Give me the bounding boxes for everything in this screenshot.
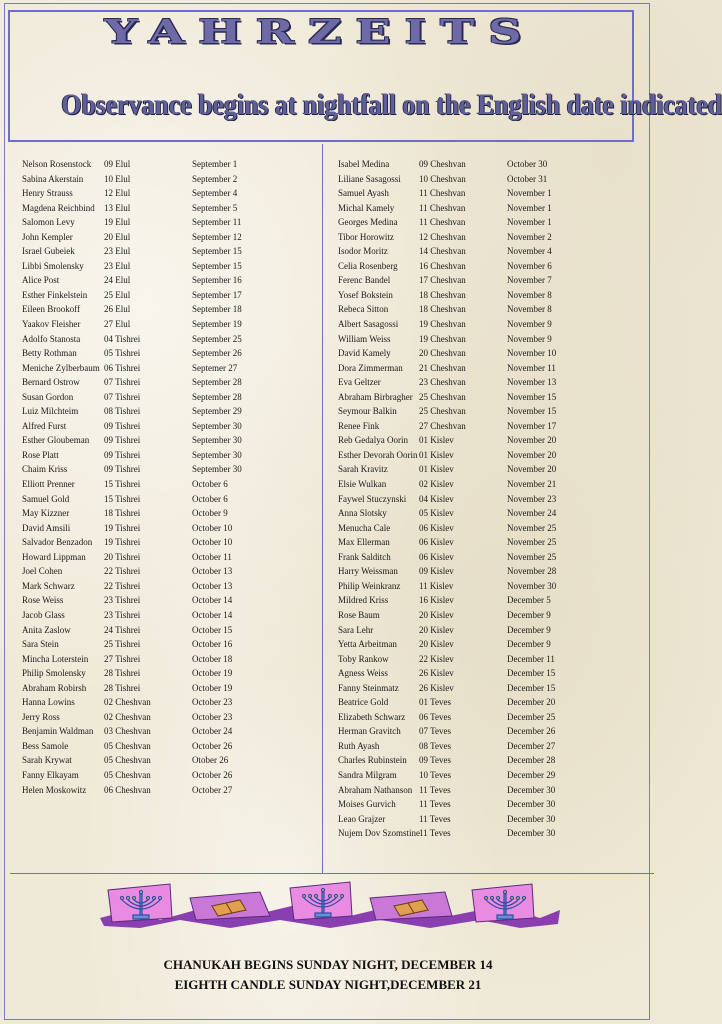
entry-english-date: November 9	[507, 319, 552, 330]
entry-hebrew-date: 01 Kislev	[419, 464, 454, 475]
entry-hebrew-date: 19 Tishrei	[104, 537, 141, 548]
entry-name: Nelson Rosenstock	[22, 159, 92, 169]
entry-name: Charles Rubinstein	[338, 755, 407, 766]
entry-english-date: September 30	[192, 420, 242, 431]
entry-hebrew-date: 18 Cheshvan	[419, 289, 466, 300]
entry-name: Toby Rankow	[338, 653, 389, 664]
entry-hebrew-date: 05 Kislev	[419, 508, 454, 519]
entry-name: Georges Medina	[338, 217, 398, 228]
entry-name: Ruth Ayash	[338, 740, 380, 751]
entry-name: William Weiss	[338, 333, 391, 344]
entry-name: Sara Stein	[22, 639, 59, 650]
entry-english-date: October 23	[192, 697, 233, 708]
entry-hebrew-date: 25 Cheshvan	[419, 406, 466, 417]
entry-english-date: November 9	[507, 333, 552, 344]
entry-name: Benjamin Waldman	[22, 726, 94, 737]
entry-hebrew-date: 20 Kislev	[419, 609, 454, 620]
entry-name: Sarah Kravitz	[338, 464, 388, 475]
entry-hebrew-date: 22 Kislev	[419, 653, 454, 664]
entry-english-date: December 28	[507, 755, 556, 766]
entry-name: Abraham Nathanson	[338, 784, 413, 795]
entry-name: Eileen Brookoff	[22, 304, 81, 315]
entry-english-date: October 18	[192, 653, 233, 664]
entry-english-date: November 28	[507, 566, 557, 577]
entry-hebrew-date: 11 Kislev	[419, 580, 454, 591]
entry-name: Sandra Milgram	[338, 769, 397, 780]
entry-hebrew-date: 02 Kislev	[419, 479, 454, 490]
entry-name: Elizabeth Schwarz	[338, 711, 406, 722]
entry-hebrew-date: 18 Cheshvan	[419, 304, 466, 315]
entry-english-date: December 5	[507, 595, 551, 606]
entry-name: Agness Weiss	[338, 668, 388, 679]
entry-english-date: November 24	[507, 508, 557, 519]
entry-name: Israel Gubeiek	[22, 246, 75, 257]
entry-name: Howard Lippman	[22, 551, 86, 562]
entry-hebrew-date: 09 Tishrei	[104, 449, 141, 460]
entry-hebrew-date: 05 Cheshvan	[104, 769, 151, 780]
entry-hebrew-date: 10 Cheshvan	[419, 173, 466, 184]
entry-hebrew-date: 18 Tishrei	[104, 508, 141, 519]
entry-hebrew-date: 26 Kislev	[419, 682, 454, 693]
entry-hebrew-date: 27 Cheshvan	[419, 420, 466, 431]
entry-name: David Kamely	[338, 348, 391, 359]
entry-english-date: December 30	[507, 813, 556, 824]
entry-hebrew-date: 14 Cheshvan	[419, 246, 466, 257]
entry-name: Fanny Steinmatz	[338, 682, 399, 693]
entry-name: Isabel Medina	[338, 159, 390, 169]
entry-english-date: October 19	[192, 668, 233, 679]
entry-hebrew-date: 27 Tishrei	[104, 653, 141, 664]
entry-english-date: October 30	[507, 159, 548, 169]
entry-hebrew-date: 23 Cheshvan	[419, 377, 466, 388]
entry-english-date: November 1	[507, 217, 552, 228]
entry-hebrew-date: 15 Tishrei	[104, 479, 141, 490]
entry-hebrew-date: 11 Cheshvan	[419, 202, 466, 213]
entry-english-date: November 20	[507, 464, 557, 475]
entry-english-date: October 19	[192, 682, 233, 693]
entry-hebrew-date: 05 Cheshvan	[104, 755, 151, 766]
entry-hebrew-date: 06 Kislev	[419, 537, 454, 548]
entry-english-date: September 29	[192, 406, 242, 417]
entry-name: Isodor Moritz	[338, 246, 388, 257]
entry-english-date: September 19	[192, 319, 242, 330]
entry-hebrew-date: 28 Tishrei	[104, 682, 141, 693]
entry-english-date: December 25	[507, 711, 556, 722]
entry-english-date: October 15	[192, 624, 233, 635]
entry-english-date: November 15	[507, 406, 557, 417]
entry-name: Chaim Kriss	[22, 464, 68, 475]
entry-hebrew-date: 16 Kislev	[419, 595, 454, 606]
entry-english-date: October 14	[192, 595, 233, 606]
entry-english-date: September 18	[192, 304, 242, 315]
entry-english-date: December 29	[507, 769, 556, 780]
entry-english-date: October 26	[192, 769, 233, 780]
entry-english-date: December 11	[507, 653, 555, 664]
entry-hebrew-date: 25 Elul	[104, 289, 131, 300]
entry-hebrew-date: 27 Elul	[104, 319, 131, 330]
entry-name: Salomon Levy	[22, 217, 75, 228]
entry-name: Betty Rothman	[22, 348, 77, 359]
entry-english-date: November 1	[507, 188, 552, 199]
entry-english-date: November 21	[507, 479, 557, 490]
entry-hebrew-date: 09 Kislev	[419, 566, 454, 577]
entry-hebrew-date: 11 Cheshvan	[419, 188, 466, 199]
entry-name: May Kizzner	[22, 508, 70, 519]
entry-english-date: December 9	[507, 639, 551, 650]
entry-english-date: November 20	[507, 435, 557, 446]
entry-hebrew-date: 04 Kislev	[419, 493, 454, 504]
entry-name: Esther Finkelstein	[22, 289, 88, 300]
entry-hebrew-date: 23 Tishrei	[104, 609, 141, 620]
entry-name: Beatrice Gold	[338, 697, 389, 708]
entry-english-date: November 30	[507, 580, 557, 591]
entry-english-date: September 2	[192, 173, 238, 184]
entry-hebrew-date: 15 Tishrei	[104, 493, 141, 504]
footer-divider	[10, 873, 654, 874]
entry-name: Ferenc Bandel	[338, 275, 391, 286]
entry-name: Jacob Glass	[22, 609, 65, 620]
entry-name: Nujem Dov Szomstine	[338, 828, 420, 839]
entry-hebrew-date: 02 Cheshvan	[104, 697, 151, 708]
entry-name: Meniche Zylberbaum	[22, 362, 100, 373]
entry-name: Susan Gordon	[22, 391, 74, 402]
entry-name: Elsie Wulkan	[338, 479, 387, 490]
entry-english-date: October 10	[192, 537, 233, 548]
entry-hebrew-date: 06 Cheshvan	[104, 784, 151, 795]
entry-english-date: September 28	[192, 377, 242, 388]
entry-name: Luiz Milchteim	[22, 406, 79, 417]
entry-name: Esther Devorah Oorin	[338, 449, 418, 460]
entry-name: Faywel Stuczynski	[338, 493, 407, 504]
entry-hebrew-date: 19 Tishrei	[104, 522, 141, 533]
entry-name: Sabina Akerstain	[22, 173, 84, 184]
entry-name: Sara Lehr	[338, 624, 374, 635]
entry-name: Fanny Elkayam	[22, 769, 79, 780]
entry-name: Abraham Birbragher	[338, 391, 413, 402]
entry-name: Rose Baum	[338, 609, 380, 620]
entry-hebrew-date: 12 Cheshvan	[419, 231, 466, 242]
entry-english-date: November 23	[507, 493, 557, 504]
entry-english-date: November 10	[507, 348, 557, 359]
entry-hebrew-date: 06 Kislev	[419, 551, 454, 562]
entry-name: Samuel Gold	[22, 493, 70, 504]
entry-name: Esther Gloubeman	[22, 435, 90, 446]
entry-english-date: November 7	[507, 275, 552, 286]
entry-english-date: September 26	[192, 348, 242, 359]
entry-english-date: November 15	[507, 391, 557, 402]
entry-english-date: September 16	[192, 275, 242, 286]
entry-name: Seymour Balkin	[338, 406, 397, 417]
entry-english-date: October 14	[192, 609, 233, 620]
entry-english-date: September 17	[192, 289, 242, 300]
entry-name: Yosef Bokstein	[338, 289, 393, 300]
entry-english-date: November 25	[507, 522, 557, 533]
entry-hebrew-date: 06 Kislev	[419, 522, 454, 533]
entry-english-date: September 30	[192, 449, 242, 460]
entry-english-date: September 28	[192, 391, 242, 402]
entry-english-date: October 13	[192, 566, 233, 577]
entry-name: Bernard Ostrow	[22, 377, 80, 388]
entry-name: Anna Slotsky	[338, 508, 387, 519]
entry-english-date: November 13	[507, 377, 557, 388]
entry-english-date: September 15	[192, 246, 242, 257]
entry-name: Anita Zaslow	[22, 624, 71, 635]
entry-name: Liliane Sasagossi	[338, 173, 401, 184]
entry-name: Leao Grajzer	[338, 813, 386, 824]
entry-hebrew-date: 07 Tishrei	[104, 391, 141, 402]
entry-hebrew-date: 11 Teves	[419, 828, 451, 839]
entry-english-date: October 24	[192, 726, 233, 737]
entry-english-date: September 5	[192, 202, 238, 213]
entry-name: Magdena Reichbind	[22, 202, 95, 213]
entry-english-date: November 17	[507, 420, 557, 431]
entry-english-date: October 10	[192, 522, 233, 533]
entry-english-date: September 25	[192, 333, 242, 344]
entry-hebrew-date: 11 Teves	[419, 813, 451, 824]
entry-english-date: December 26	[507, 726, 556, 737]
entry-name: Renee Fink	[338, 420, 380, 431]
entry-hebrew-date: 12 Elul	[104, 188, 131, 199]
entry-name: Celia Rosenberg	[338, 260, 398, 271]
entry-name: Abraham Robirsh	[22, 682, 87, 693]
entry-hebrew-date: 05 Tishrei	[104, 348, 141, 359]
entry-english-date: October 6	[192, 479, 228, 490]
entry-name: Elliott Prenner	[22, 479, 75, 490]
entry-english-date: October 11	[192, 551, 232, 562]
entry-name: Mildred Kriss	[338, 595, 389, 606]
entry-hebrew-date: 21 Cheshvan	[419, 362, 466, 373]
entry-name: Alice Post	[22, 275, 60, 286]
entry-english-date: December 15	[507, 668, 556, 679]
entry-hebrew-date: 05 Cheshvan	[104, 740, 151, 751]
entry-hebrew-date: 22 Tishrei	[104, 580, 141, 591]
entry-hebrew-date: 25 Cheshvan	[419, 391, 466, 402]
entry-name: Mincha Loterstein	[22, 653, 89, 664]
entry-name: Joel Cohen	[22, 566, 63, 577]
entry-hebrew-date: 09 Tishrei	[104, 464, 141, 475]
entry-hebrew-date: 06 Teves	[419, 711, 451, 722]
entry-english-date: September 1	[192, 159, 238, 169]
entry-english-date: November 2	[507, 231, 552, 242]
entry-name: Moises Gurvich	[338, 799, 396, 810]
entry-english-date: November 8	[507, 304, 552, 315]
entry-name: Sarah Krywat	[22, 755, 72, 766]
entry-hebrew-date: 11 Cheshvan	[419, 217, 466, 228]
column-divider	[322, 144, 323, 874]
entry-name: Menucha Cale	[338, 522, 391, 533]
entry-name: Philip Smolensky	[22, 668, 86, 679]
entry-english-date: Otober 26	[192, 755, 229, 766]
entry-hebrew-date: 16 Cheshvan	[419, 260, 466, 271]
entry-hebrew-date: 20 Kislev	[419, 624, 454, 635]
entry-name: Rose Platt	[22, 449, 59, 460]
entry-hebrew-date: 23 Elul	[104, 246, 131, 257]
entry-english-date: December 9	[507, 624, 551, 635]
entry-name: Herman Gravitch	[338, 726, 401, 737]
entry-hebrew-date: 28 Tishrei	[104, 668, 141, 679]
entry-english-date: October 9	[192, 508, 228, 519]
entry-english-date: December 20	[507, 697, 556, 708]
entry-name: Henry Strauss	[22, 188, 73, 199]
entry-hebrew-date: 23 Elul	[104, 260, 131, 271]
entry-name: Samuel Ayash	[338, 188, 389, 199]
entry-hebrew-date: 19 Elul	[104, 217, 131, 228]
entry-english-date: October 6	[192, 493, 228, 504]
entry-english-date: November 20	[507, 449, 557, 460]
entry-english-date: November 25	[507, 537, 557, 548]
entry-hebrew-date: 11 Teves	[419, 799, 451, 810]
entry-english-date: September 12	[192, 231, 242, 242]
entry-name: Reb Gedalya Oorin	[338, 435, 408, 446]
entry-english-date: October 31	[507, 173, 548, 184]
entry-english-date: October 16	[192, 639, 233, 650]
entry-hebrew-date: 19 Cheshvan	[419, 319, 466, 330]
entry-english-date: December 27	[507, 740, 556, 751]
entry-hebrew-date: 19 Cheshvan	[419, 333, 466, 344]
entry-hebrew-date: 26 Elul	[104, 304, 131, 315]
entry-hebrew-date: 17 Cheshvan	[419, 275, 466, 286]
entry-hebrew-date: 10 Elul	[104, 173, 131, 184]
footer-chanukah-begins: CHANUKAH BEGINS SUNDAY NIGHT, DECEMBER 14	[163, 957, 493, 972]
entry-hebrew-date: 20 Elul	[104, 231, 131, 242]
entry-hebrew-date: 20 Cheshvan	[419, 348, 466, 359]
entry-name: Jerry Ross	[22, 711, 60, 722]
entry-name: Libbi Smolensky	[22, 260, 84, 271]
entry-hebrew-date: 04 Tishrei	[104, 333, 141, 344]
entry-name: Bess Samole	[22, 740, 69, 751]
entry-hebrew-date: 22 Tishrei	[104, 566, 141, 577]
entry-english-date: December 30	[507, 799, 556, 810]
entry-english-date: September 11	[192, 217, 242, 228]
page-title: YAHRZEITS	[104, 12, 536, 51]
entry-hebrew-date: 07 Tishrei	[104, 377, 141, 388]
entry-name: Rose Weiss	[22, 595, 64, 606]
page-subtitle: Observance begins at nightfall on the English date indicated	[61, 88, 722, 121]
entry-hebrew-date: 09 Tishrei	[104, 420, 141, 431]
entry-name: Alfred Furst	[22, 420, 67, 431]
entry-hebrew-date: 13 Elul	[104, 202, 131, 213]
entry-hebrew-date: 01 Kislev	[419, 435, 454, 446]
entry-hebrew-date: 09 Tishrei	[104, 435, 141, 446]
footer-eighth-candle: EIGHTH CANDLE SUNDAY NIGHT,DECEMBER 21	[174, 977, 482, 992]
entry-english-date: December 30	[507, 784, 556, 795]
entry-name: Adolfo Stanosta	[22, 333, 81, 344]
entry-hebrew-date: 09 Elul	[104, 159, 131, 169]
entry-hebrew-date: 07 Teves	[419, 726, 451, 737]
entry-english-date: November 8	[507, 289, 552, 300]
entry-hebrew-date: 23 Tishrei	[104, 595, 141, 606]
entry-english-date: September 4	[192, 188, 238, 199]
entry-hebrew-date: 03 Cheshvan	[104, 726, 151, 737]
entry-name: Mark Schwarz	[22, 580, 75, 591]
entry-hebrew-date: 08 Teves	[419, 740, 451, 751]
entry-hebrew-date: 24 Tishrei	[104, 624, 141, 635]
entry-english-date: November 25	[507, 551, 557, 562]
entry-english-date: October 27	[192, 784, 233, 795]
entry-name: Hanna Lowins	[22, 697, 75, 708]
entry-english-date: September 15	[192, 260, 242, 271]
entry-name: Harry Weissman	[338, 566, 398, 577]
entry-english-date: September 30	[192, 435, 242, 446]
entry-english-date: December 9	[507, 609, 551, 620]
entry-english-date: December 15	[507, 682, 556, 693]
entry-name: Max Ellerman	[338, 537, 390, 548]
entry-english-date: December 30	[507, 828, 556, 839]
entry-english-date: November 11	[507, 362, 556, 373]
entry-english-date: November 1	[507, 202, 552, 213]
entry-name: John Kempler	[22, 231, 73, 242]
banner-ribbon	[100, 882, 560, 928]
entry-english-date: November 6	[507, 260, 552, 271]
entry-name: Salvador Benzadon	[22, 537, 93, 548]
entry-name: Dora Zimmerman	[338, 362, 403, 373]
entry-english-date: October 23	[192, 711, 233, 722]
entry-english-date: November 4	[507, 246, 552, 257]
entry-name: Tibor Horowitz	[338, 231, 394, 242]
entry-hebrew-date: 01 Teves	[419, 697, 451, 708]
chanukah-banner	[100, 880, 560, 930]
entry-name: Frank Salditch	[338, 551, 391, 562]
entry-english-date: September 30	[192, 464, 242, 475]
entry-english-date: Septemer 27	[192, 362, 238, 373]
entry-hebrew-date: 09 Cheshvan	[419, 159, 466, 169]
entry-hebrew-date: 01 Kislev	[419, 449, 454, 460]
entry-name: Michal Kamely	[338, 202, 395, 213]
entry-hebrew-date: 26 Kislev	[419, 668, 454, 679]
entry-english-date: October 13	[192, 580, 233, 591]
entry-hebrew-date: 02 Cheshvan	[104, 711, 151, 722]
entry-hebrew-date: 20 Tishrei	[104, 551, 141, 562]
entry-hebrew-date: 20 Kislev	[419, 639, 454, 650]
entry-hebrew-date: 06 Tishrei	[104, 362, 141, 373]
entry-hebrew-date: 24 Elul	[104, 275, 131, 286]
entry-english-date: October 26	[192, 740, 233, 751]
entry-name: Eva Geltzer	[338, 377, 381, 388]
entry-name: David Amsili	[22, 522, 71, 533]
entry-name: Yaakov Fleisher	[22, 319, 81, 330]
entry-name: Yetta Arbeitman	[338, 639, 397, 650]
entry-hebrew-date: 11 Teves	[419, 784, 451, 795]
entry-hebrew-date: 09 Teves	[419, 755, 451, 766]
entry-hebrew-date: 25 Tishrei	[104, 639, 141, 650]
entry-name: Philip Weinkranz	[338, 580, 401, 591]
entry-hebrew-date: 10 Teves	[419, 769, 451, 780]
entry-name: Albert Sasagossi	[338, 319, 399, 330]
entry-name: Helen Moskowitz	[22, 784, 87, 795]
entry-name: Rebeca Sitton	[338, 304, 389, 315]
entry-hebrew-date: 08 Tishrei	[104, 406, 141, 417]
